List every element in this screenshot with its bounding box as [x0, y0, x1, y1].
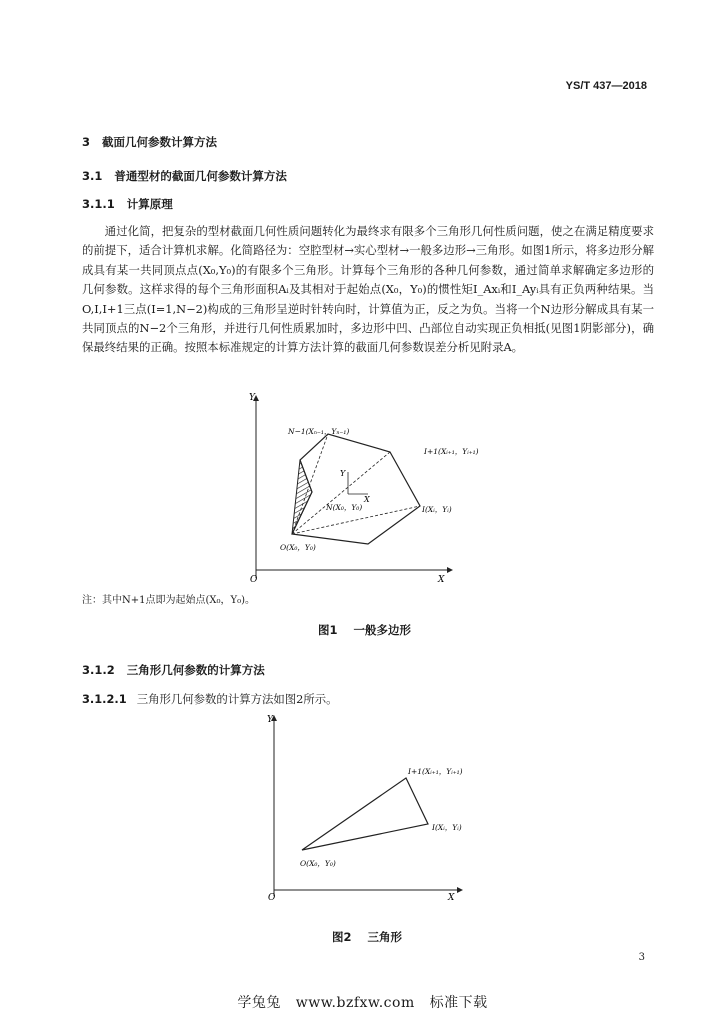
section-number: 3.1.2.1 [82, 692, 127, 706]
y-axis-label: Y [249, 393, 255, 403]
figure-1-note: 注：其中N+1点即为起始点(X₀，Y₀)。 [82, 595, 256, 606]
page-number: 3 [638, 952, 645, 963]
figure-1-polygon-diagram [240, 392, 480, 588]
caption-title: 一般多边形 [353, 623, 412, 637]
figure-2-triangle-diagram [258, 710, 480, 904]
section-text: 三角形几何参数的计算方法如图2所示。 [136, 692, 338, 706]
x-axis-label: X [448, 893, 455, 903]
origin-label: O [268, 893, 276, 903]
x-axis-label: X [438, 575, 445, 585]
paragraph-text: 通过化简，把复杂的型材截面几何性质问题转化为最终求有限多个三角形几何性质问题，使之在满足精度要求的前提下，适合计算机求解。化简路径为：空腔型材→实心型材→一般多边形→三角形。如图1所示，将多边形分解成具有某一共同顶点点(X₀,Y₀)的有限多个三角形。计算每个三角形的各种几何参数，通过简单求解确定多边形的几何参数。这样求得的每个三角形面积Aᵢ及其相对于起始点(X₀，Y₀)的惯性矩I_Axᵢ和I_Ayᵢ具有正负两种结果。当O,I,I+1三点(I=1,N−2)构成的三角形呈逆时针转向时，计算值为正，反之为负。当将一个N边形分解成具有某一共同顶点的N−2个三角形，并进行几何性质累加时，多边形中凹、凸部位自动实现正负相抵(见图1阴影部分)，确保最终结果的正确。按照本标准规定的计算方法计算的截面几何参数误差分析见附录A。 [82, 224, 654, 355]
point-label-i: I(Xᵢ，Yᵢ) [432, 823, 462, 832]
section-number: 3.1.2 [82, 663, 115, 677]
section-3-heading [82, 134, 217, 150]
body-paragraph [82, 222, 654, 358]
triangle-outline [302, 778, 428, 850]
point-label-n-minus-1: N−1(Xₙ₋₁，Yₙ₋₁) [288, 427, 350, 436]
section-3-1-2-1-line [82, 691, 338, 707]
section-title: 普通型材的截面几何参数计算方法 [114, 169, 287, 183]
caption-number: 图1 [318, 623, 338, 637]
watermark-footer: 学兔兔 www.bzfxw.com 标准下载 [237, 995, 488, 1011]
point-label-i-plus-1: I+1(Xᵢ₊₁，Yᵢ₊₁) [424, 447, 479, 456]
caption-title: 三角形 [367, 930, 403, 944]
section-3-1-1-heading [82, 196, 173, 212]
polygon-outline [292, 434, 420, 544]
section-title: 截面几何参数计算方法 [102, 135, 218, 149]
section-3-1-heading [82, 168, 287, 184]
point-label-n: N(X₀，Y₀) [326, 503, 363, 512]
point-label-o: O(X₀，Y₀) [300, 859, 336, 868]
section-3-1-2-heading [82, 662, 265, 678]
section-number: 3.1.1 [82, 197, 115, 211]
figure-1-caption [318, 622, 411, 638]
local-x-label: X [364, 495, 370, 504]
standard-code: YS/T 437—2018 [565, 80, 647, 92]
point-label-i-plus-1: I+1(Xᵢ₊₁，Yᵢ₊₁) [408, 767, 463, 776]
section-number: 3.1 [82, 169, 103, 183]
section-title: 计算原理 [126, 197, 173, 211]
caption-number: 图2 [332, 930, 352, 944]
local-y-label: Y [340, 469, 346, 478]
point-label-i: I(Xᵢ，Yᵢ) [422, 505, 452, 514]
origin-label: O [250, 575, 258, 585]
figure-2-caption [332, 929, 402, 945]
y-axis-label: Y [267, 715, 273, 725]
section-title: 三角形几何参数的计算方法 [126, 663, 265, 677]
point-label-o: O(X₀，Y₀) [280, 543, 316, 552]
section-number: 3 [82, 135, 91, 149]
